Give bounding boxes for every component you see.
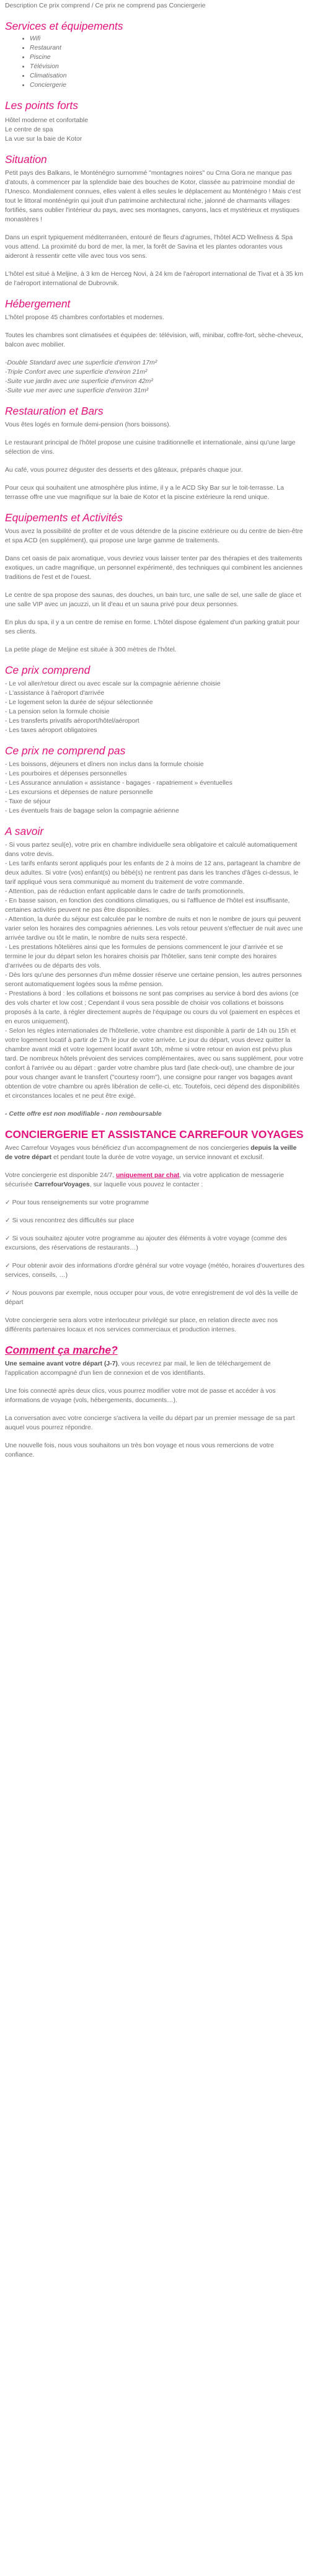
service-item: • Télévision <box>30 62 305 71</box>
services-title: Services et équipements <box>5 20 123 32</box>
how-paragraph: Une nouvelle fois, nous vous souhaitons un très bon voyage et nous vous remercions de votre confiance. <box>5 1442 274 1458</box>
tab-bar[interactable]: Description Ce prix comprend / Ce prix ne comprend pas Conciergerie <box>5 2 206 9</box>
how-text: , vous recevrez par mail, le lien de téléchargement de l'application accompagné d'un lien de connexion et de vos identifiants. <box>5 1361 271 1377</box>
lodging-paragraph: Toutes les chambres sont climatisées et équipées de: télévision, wifi, minibar, coffre-fort, sèche-cheveux, balcon avec mobilier. <box>5 332 303 348</box>
highlight-item: Hôtel moderne et confortable <box>5 117 89 124</box>
highlights-title: Les points forts <box>5 99 78 112</box>
check-item: ✓ Nous pouvons par exemple, nous occuper pour vous, de votre enregistrement de vol dès la veille de départ <box>5 1290 298 1306</box>
chat-only-link[interactable]: uniquement par chat <box>116 1172 180 1179</box>
situation-paragraph: L'hôtel est situé à Meljine, à 3 km de Herceg Novi, à 24 km de l'aéroport international de Tivat et à 35 km de l'aéroport international de Dubrovnik. <box>5 271 304 287</box>
equipment-paragraph: Le centre de spa propose des saunas, des douches, un bain turc, une salle de sel, une salle de glace et une salle VIP avec un jacuzzi, un lit d'eau et un sauna privé pour deux personnes. <box>5 592 301 608</box>
note-paragraph: - Prestations à bord : les collations et boissons ne sont pas comprises au service à bord des avions (ce des vols charter et low cost ; Cependant il vous sera possible de choisir vos collations et boissons proposés à la carte, à régler directement auprès de l'équipage ou cours du vol (paiement en espèces et en euros uniquement). <box>5 990 300 1025</box>
concierge-intro-text: Avec Carrefour Voyages vous bénéficiez d'un accompagnement de nos conciergeries <box>5 1145 251 1152</box>
how-paragraph <box>5 1359 305 1378</box>
include-item: - L'assistance à l'aéroport d'arrivée <box>5 690 105 697</box>
note-paragraph: - Les prestations hôtelières ainsi que les formules de pensions commencent le jour d'arrivée et se termine le jour du départ selon les horaires choisis par l'hôtelier, sans tenir compte des horaires d'arrivées ou de départs des vols. <box>5 944 283 969</box>
lodging-title: Hébergement <box>5 298 71 310</box>
exclude-item: - Les pourboires et dépenses personnelles <box>5 770 127 777</box>
include-item: - La pension selon la formule choisie <box>5 708 110 715</box>
room-type: -Suite vue jardin avec une superficie d'environ 42m² <box>5 378 153 385</box>
room-type: -Double Standard avec une superficie d'environ 17m² <box>5 359 157 366</box>
exclude-item: - Les boissons, déjeuners et dîners non inclus dans la formule choisie <box>5 761 204 768</box>
note-paragraph: - Attention, pas de réduction enfant applicable dans le cadre de tarifs promotionnels. <box>5 888 246 895</box>
how-emphasis: Une semaine avant votre départ (J-7) <box>5 1361 118 1367</box>
note-paragraph: - Selon les règles internationales de l'hôtellerie, votre chambre est disponible à partir de 14h ou 15h et votre logement locatif à partir de 17h le jour de votre arrivée. Le jour du départ, vous devez quitter la chambre avant midi et votre logement locatif avant 10h, même si votre retour en avion est prévu plus tard. De nombreux hôtels prévoient des services complémentaires, avec ou sans supplément, pour votre confort à l'arrivée ou au départ : garder votre chambre plus tard (late check-out), une chambre de jour pour vous changer avant le transfert ("courtesy room"), une consigne pour ranger vos bagages avant obtention de votre chambre ou après libération de celle-ci, etc. Toutefois, ceci dépend des disponibilités et circonstances locales et ne peut être exigé. <box>5 1028 304 1100</box>
exclude-item: - Les excursions et dépenses de nature personnelle <box>5 789 153 796</box>
equipment-paragraph: La petite plage de Meljine est située à 300 mètres de l'hôtel. <box>5 646 177 653</box>
restaurant-paragraph: Pour ceux qui souhaitent une atmosphère plus intime, il y a le ACD Sky Bar sur le toit-terrasse. La terrasse offre une vue magnifique sur la baie de Kotor et la piscine extérieure la rend unique. <box>5 485 284 501</box>
non-refundable-note: - Cette offre est non modifiable - non remboursable <box>5 1111 162 1118</box>
service-item: • Piscine <box>30 53 305 62</box>
concierge-availability <box>5 1171 305 1189</box>
room-type: -Suite vue mer avec une superficie d'environ 31m² <box>5 387 149 394</box>
service-item: • Climatisation <box>30 71 305 81</box>
check-item: ✓ Si vous souhaitez ajouter votre programme au ajouter des éléments à votre voyage (comme des excursions, des réservations de restaurants…) <box>5 1235 287 1251</box>
services-list <box>5 34 305 90</box>
restaurant-paragraph: Au café, vous pourrez déguster des desserts et des gâteaux, préparés chaque jour. <box>5 467 243 474</box>
restaurant-title: Restauration et Bars <box>5 405 104 417</box>
situation-title: Situation <box>5 153 47 165</box>
lodging-paragraph: L'hôtel propose 45 chambres confortables et modernes. <box>5 314 164 321</box>
how-paragraph: La conversation avec votre concierge s'activera la veille du départ par un premier message de sa part auquel vous pourrez répondre. <box>5 1415 295 1431</box>
includes-list <box>5 679 305 735</box>
include-item: - Le logement selon la durée de séjour sélectionnée <box>5 699 153 706</box>
check-item: ✓ Pour obtenir avoir des informations d'ordre général sur votre voyage (météo, horaires d'ouvertures des services, conseils, …) <box>5 1263 304 1279</box>
concierge-intro <box>5 1144 305 1162</box>
room-type: -Triple Confort avec une superficie d'environ 21m² <box>5 369 148 376</box>
restaurant-paragraph: Le restaurant principal de l'hôtel propose une cuisine traditionnelle et internationale, ainsi qu'une large sélection de vins. <box>5 439 296 456</box>
concierge-availability-text: , via votre application de messagerie sécurisée <box>5 1172 284 1188</box>
note-paragraph: - En basse saison, en fonction des conditions climatiques, ou si l'affluence de l'hôtel est insuffisante, certaines activités peuvent ne pas être disponibles. <box>5 898 290 914</box>
concierge-intro-emphasis: depuis la veille de votre départ <box>5 1145 297 1161</box>
service-item: • Conciergerie <box>30 81 305 90</box>
note-paragraph: - Les tarifs enfants seront appliqués pour les enfants de 2 à moins de 12 ans, partageant la chambre de deux adultes. Si votre (vos) enfant(s) ou bébé(s) ne rentrent pas dans les tranches d'âges ci-dessus, le tarif appliqué vous sera communiqué au moment du traitement de votre commande. <box>5 860 301 886</box>
concierge-title: CONCIERGERIE ET ASSISTANCE CARREFOUR VOYAGES <box>5 1128 304 1140</box>
service-item: • Restaurant <box>30 43 305 53</box>
how-title: Comment ça marche? <box>5 1344 118 1356</box>
check-item: ✓ Si vous rencontrez des difficultés sur place <box>5 1217 135 1224</box>
note-paragraph: - Dès lors qu'une des personnes d'un même dossier réserve une certaine pension, les autres personnes seront automatiquement logées sous la même pension. <box>5 972 302 988</box>
highlights-list <box>5 116 305 144</box>
excludes-title: Ce prix ne comprend pas <box>5 744 126 757</box>
concierge-availability-text: , sur laquelle vous pouvez le contacter : <box>89 1181 203 1188</box>
concierge-paragraph: Votre conciergerie sera alors votre interlocuteur privilégié sur place, en relation directe avec nos différents partenaires locaux et nos services commerciaux et production internes. <box>5 1317 278 1333</box>
note-paragraph: - Attention, la durée du séjour est calculée par le nombre de nuits et non le nombre de jours qui peuvent varier selon les horaires des compagnies aériennes. Les vols retour peuvent s'effectuer de nuit avec une arrivée tardive ou tôt le matin, le nombre de nuits sera respecté. <box>5 916 303 942</box>
includes-title: Ce prix comprend <box>5 664 91 676</box>
include-item: - Les transferts privatifs aéroport/hôtel/aéroport <box>5 718 140 725</box>
highlight-item: La vue sur la baie de Kotor <box>5 136 82 143</box>
exclude-item: - Les éventuels frais de bagage selon la compagnie aérienne <box>5 808 179 814</box>
situation-paragraph: Petit pays des Balkans, le Monténégro surnommé "montagnes noires" ou Crna Gora ne manque pas d'atouts, à commencer par la splendide baie des bouches de Kotor, classée au patrimoine mondial de l'Unesco. Mondialement connues, elles valent à elles seules le déplacement au Monténégro ! Mais c'est tout le littoral monténégrin qui jouit d'un patrimoine architectural riche, jalonné de charmants villages fortifiés, sans oublier l'intérieur du pays, avec ses montagnes, canyons, lacs et mystérieux et mystiques monastères ! <box>5 170 301 223</box>
note-paragraph: - Si vous partez seul(e), votre prix en chambre individuelle sera obligatoire et calculé automatiquement dans votre devis. <box>5 842 298 858</box>
situation-paragraph: Dans un esprit typiquement méditerranéen, entouré de fleurs d'agrumes, l'hôtel ACD Wellness & Spa vous attend. La proximité du bord de mer, la mer, la forêt de Savina et les plantes odorantes vous aideront à ressentir cette ville avec tous vos sens. <box>5 234 293 260</box>
service-item: • Wifi <box>30 34 305 43</box>
equipment-paragraph: Vous avez la possibilité de profiter et de vous détendre de la piscine extérieure ou du centre de bien-être et spa ACD (en supplément), qui propose une large gamme de traitements. <box>5 528 303 544</box>
exclude-item: - Taxe de séjour <box>5 798 51 805</box>
equipment-paragraph: En plus du spa, il y a un centre de remise en forme. L'hôtel dispose également d'un parking gratuit pour ses clients. <box>5 619 300 635</box>
app-name: CarrefourVoyages <box>34 1181 90 1188</box>
check-item: ✓ Pour tous renseignements sur votre programme <box>5 1199 149 1206</box>
excludes-list <box>5 760 305 816</box>
concierge-availability-text: Votre conciergerie est disponible 24/7, <box>5 1172 117 1179</box>
include-item: - Les taxes aéroport obligatoires <box>5 727 97 734</box>
include-item: - Le vol aller/retour direct ou avec escale sur la compagnie aérienne choisie <box>5 681 221 687</box>
highlight-item: Le centre de spa <box>5 126 53 133</box>
exclude-item: - Les Assurance annulation « assistance - bagages - rapatriement » éventuelles <box>5 780 232 787</box>
notes-title: A savoir <box>5 825 44 837</box>
room-types-list <box>5 358 305 395</box>
restaurant-paragraph: Vous êtes logés en formule demi-pension (hors boissons). <box>5 421 171 428</box>
equipment-title: Equipements et Activités <box>5 511 123 524</box>
equipment-paragraph: Dans cet oasis de paix aromatique, vous devriez vous laisser tenter par des thérapies et des traitements exotiques, un cadre magnifique, un personnel expérimenté, des techniques qui combinent les anciennes traditions de l'est et de l'ouest. <box>5 555 303 581</box>
concierge-intro-text: et pendant toute la durée de votre voyage, un service innovant et exclusif. <box>51 1154 264 1161</box>
notes-block <box>5 840 305 1101</box>
how-paragraph: Une fois connecté après deux clics, vous pourrez modifier votre mot de passe et accéder à vos informations de voyage (vols, hébergements, documents…). <box>5 1388 276 1404</box>
